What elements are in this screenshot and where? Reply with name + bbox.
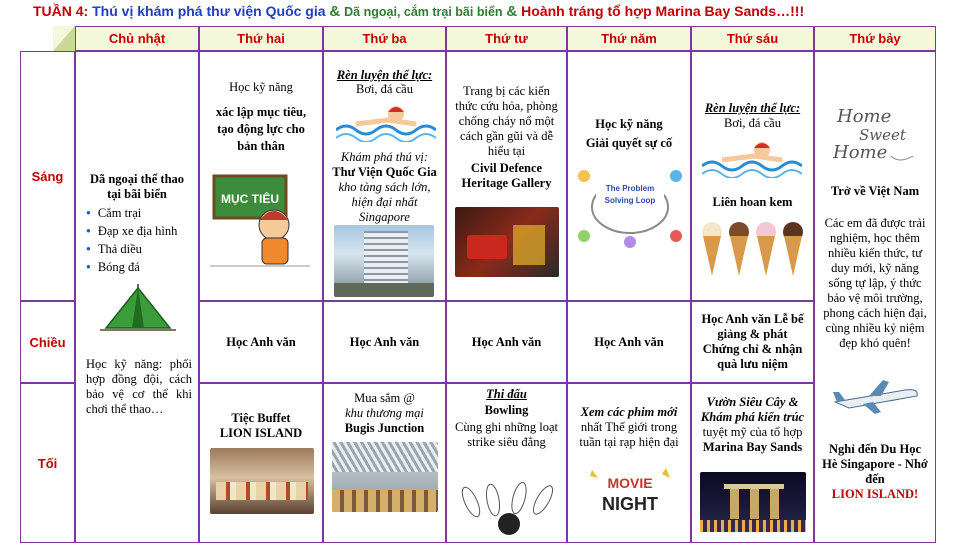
svg-text:Solving Loop: Solving Loop: [604, 196, 656, 205]
friday-evening-cell: [691, 383, 814, 543]
swimmer-illustration: [336, 100, 436, 142]
movie-night-badge: [586, 466, 674, 518]
tuesday-evening-line1: Mua sắm @: [354, 391, 415, 405]
friday-evening-head: Vườn Siêu Cây & Khám phá kiến trúc: [700, 395, 805, 424]
friday-evening-place: Marina Bay Sands: [702, 440, 803, 454]
row-label-morning: Sáng: [20, 51, 75, 301]
monday-afternoon: Học Anh văn: [226, 334, 296, 349]
fire-gallery-photo: [455, 207, 559, 277]
airplane-icon: [829, 376, 923, 416]
header-saturday: Thứ bảy: [814, 26, 936, 51]
list-item: ● Bóng đá: [86, 259, 177, 277]
header-tuesday: Thứ ba: [323, 26, 446, 51]
header-monday: Thứ hai: [199, 26, 323, 51]
header-friday: Thứ sáu: [691, 26, 814, 51]
friday-morning-cell: [691, 51, 814, 301]
tuesday-evening-line3: Bugis Junction: [344, 421, 425, 435]
tuesday-evening-line2: khu thương mại: [345, 406, 424, 420]
svg-text:NIGHT: NIGHT: [602, 494, 658, 514]
thursday-morning-line1: Học kỹ năng: [595, 117, 663, 131]
svg-text:Home: Home: [833, 142, 888, 163]
list-item: ● Thả diều: [86, 241, 177, 259]
thursday-evening-head: Xem các phim mới: [580, 405, 678, 419]
bugis-mall-photo: [332, 442, 438, 512]
friday-morning-extra: Liên hoan kem: [712, 195, 793, 209]
sunday-note: Học kỹ năng: phối hợp đồng đội, cách bảo vệ cơ thể khi chơi thể thao…: [86, 357, 192, 416]
friday-morning-sub: Bơi, đá cầu: [724, 116, 781, 130]
monday-morning-cell: [199, 51, 323, 301]
list-item: ● Cắm trại: [86, 205, 177, 223]
monday-evening-line2: LION ISLAND: [219, 426, 303, 440]
thursday-morning-cell: [567, 51, 691, 301]
saturday-return-head: Trở về Việt Nam: [830, 184, 920, 198]
title-week: TUẦN 4:: [33, 3, 89, 19]
svg-text:Home: Home: [837, 106, 892, 127]
monday-evening-cell: [199, 383, 323, 543]
home-sweet-home-illustration: [829, 98, 921, 174]
wednesday-morning-place: Civil Defence Heritage Gallery: [461, 161, 552, 190]
row-label-evening: Tối: [20, 383, 75, 543]
wednesday-morning-text: Trang bị các kiến thức cứu hỏa, phòng chống cháy nổ một cách gần gũi và dễ hiểu tại: [455, 84, 558, 158]
tuesday-explore: Khám phá thú vị:: [340, 150, 429, 164]
monday-morning-line2: xác lập mục tiêu, tạo động lực cho bản thân: [215, 105, 307, 153]
svg-text:The Problem: The Problem: [605, 184, 655, 193]
ice-cream-cones-icon: [700, 216, 808, 280]
title-amp-2: &: [506, 3, 518, 20]
student-board-illustration: [210, 170, 310, 268]
sunday-activity-list: [86, 205, 177, 277]
title-amp-1: &: [329, 3, 341, 20]
monday-afternoon-cell: [199, 301, 323, 383]
friday-afternoon: Học Anh văn Lễ bế giảng & phát Chứng chỉ & nhận quà lưu niệm: [701, 312, 804, 371]
list-item: ● Đạp xe địa hình: [86, 223, 177, 241]
wednesday-evening-sub: Bowling: [484, 403, 529, 417]
saturday-closing-brand: LION ISLAND!: [831, 487, 919, 501]
bowling-pins-icon: [455, 474, 561, 538]
title-part2: Dã ngoại, cắm trại bãi biển: [344, 5, 503, 19]
thursday-afternoon-cell: [567, 301, 691, 383]
friday-morning-head: Rèn luyện thể lực:: [704, 101, 801, 115]
header-sunday: Chủ nhật: [75, 26, 199, 51]
friday-evening-text: tuyệt mỹ của tổ hợp: [702, 425, 803, 439]
sunday-cell: [75, 51, 199, 543]
saturday-cell: [814, 51, 936, 543]
friday-evening-text-block: [692, 425, 813, 455]
svg-text:Sweet: Sweet: [859, 126, 906, 144]
buffet-photo: [210, 448, 314, 514]
page-title: [33, 3, 948, 21]
wednesday-evening-head: Thi đấu: [486, 387, 527, 401]
swimmer-illustration-2: [702, 136, 802, 178]
board-text: MỤC TIÊU: [221, 192, 279, 206]
tuesday-morning-cell: [323, 51, 446, 301]
thursday-evening-text: nhất Thế giới trong tuần tại rạp hiện đại: [579, 420, 679, 449]
header-wednesday: Thứ tư: [446, 26, 567, 51]
wednesday-morning-cell: [446, 51, 567, 301]
monday-evening-line1: Tiệc Buffet: [231, 411, 291, 425]
tent-icon: [98, 284, 178, 334]
tuesday-library-desc: kho tàng sách lớn, hiện đại nhất Singapore: [338, 180, 431, 224]
tuesday-afternoon-cell: [323, 301, 446, 383]
thursday-evening-cell: [567, 383, 691, 543]
corner-decoration: [53, 26, 75, 51]
marina-bay-sands-photo: [700, 472, 806, 532]
saturday-return-text: Các em đã được trải nghiệm, học thêm nhiều kiến thức, tư duy mới, kỹ năng sống tự lập, ý thức bảo vệ môi trường, phong cách hiện đại, cùng nhiều kỷ niệm đẹp khó quên!: [823, 216, 927, 350]
tuesday-library: Thư Viện Quốc Gia: [332, 165, 437, 179]
title-part3: Hoành tráng tổ hợp Marina Bay Sands…!!!: [521, 3, 805, 19]
friday-afternoon-cell: [691, 301, 814, 383]
library-building-photo: [334, 225, 434, 297]
tuesday-morning-sub: Bơi, đá cầu: [356, 82, 413, 96]
tuesday-evening-cell: [323, 383, 446, 543]
sunday-heading: Dã ngoại thể thao tại bãi biển: [89, 172, 185, 201]
problem-solving-loop-diagram: [574, 164, 686, 250]
monday-morning-line1: Học kỹ năng: [229, 80, 293, 94]
thursday-morning-line2: Giải quyết sự cố: [585, 136, 673, 150]
wednesday-evening-cell: [446, 383, 567, 543]
tuesday-afternoon: Học Anh văn: [349, 334, 420, 349]
title-part1: Thú vị khám phá thư viện Quốc gia: [92, 3, 326, 19]
wednesday-afternoon-cell: [446, 301, 567, 383]
movie-night-icon: [586, 466, 674, 518]
wednesday-evening-text: Cùng ghi những loạt strike siêu đẳng: [455, 420, 558, 449]
wednesday-afternoon: Học Anh văn: [471, 334, 542, 349]
header-thursday: Thứ năm: [567, 26, 691, 51]
row-label-afternoon: Chiều: [20, 301, 75, 383]
saturday-closing: Nghỉ đến Du Học Hè Singapore - Nhớ đến: [822, 442, 928, 486]
tuesday-library-block: [324, 165, 445, 225]
thursday-afternoon: Học Anh văn: [594, 334, 664, 349]
tuesday-morning-head: Rèn luyện thể lực:: [336, 68, 433, 82]
svg-text:MOVIE: MOVIE: [607, 475, 653, 491]
